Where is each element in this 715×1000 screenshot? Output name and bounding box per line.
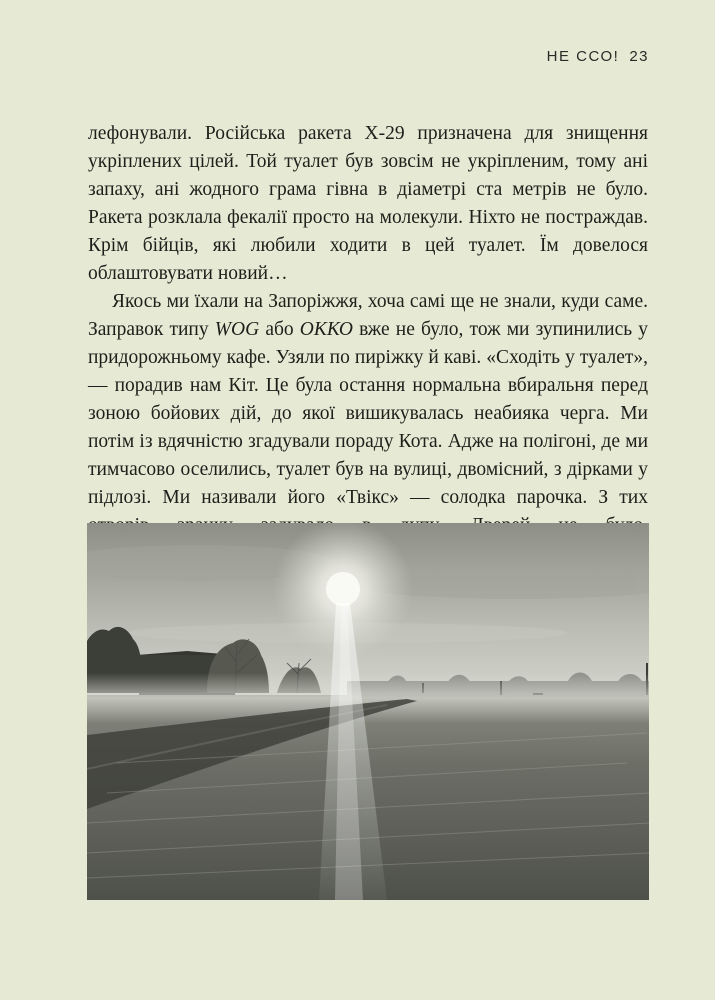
running-header	[547, 48, 649, 65]
paragraph-2	[88, 288, 648, 540]
ground-mist	[87, 673, 649, 723]
misty-field-photo	[87, 523, 649, 900]
paragraph-1: лефонували. Російська ракета Х-29 призначена для знищення укріплених цілей. Той туалет був зовсім не укріпленим, тому ані запаху, ані жодного грама гівна в діаметрі ста метрів не було. Ракета розклала фекалії просто на молекули. Ніхто не постраждав. Крім бійців, які любили ходити в цей туалет. Їм довелося облаштовувати новий…	[88, 123, 648, 284]
paragraph-2-part-3: вже не було, тож ми зупинились у придорожньому кафе. Узяли по пиріжку й каві. «Сходіть у туалет», — порадив нам Кіт. Це була остання нормальна вбиральня перед зоною бойових дій, до якої вишикувалась неабияка черга. Ми потім із вдячністю згадували пораду Кота. Адже на полігоні, де ми тимчасово оселились, туалет був на вулиці, двомісний, з дірками у підлозі. Ми називали його «Твікс» — солодка парочка. З тих	[88, 319, 649, 508]
brand-okko: ОККО	[299, 319, 353, 340]
running-title: НЕ ССО!	[546, 48, 620, 65]
page-number: 23	[629, 48, 649, 65]
paragraph-2-part-1: Якось ми їхали на Запоріжжя, хоча самі ще не знали, куди саме. Заправок типу	[88, 291, 648, 340]
main-text	[88, 120, 648, 540]
brand-wog: WOG	[214, 319, 260, 340]
paragraph-2-part-2: або	[259, 319, 300, 340]
